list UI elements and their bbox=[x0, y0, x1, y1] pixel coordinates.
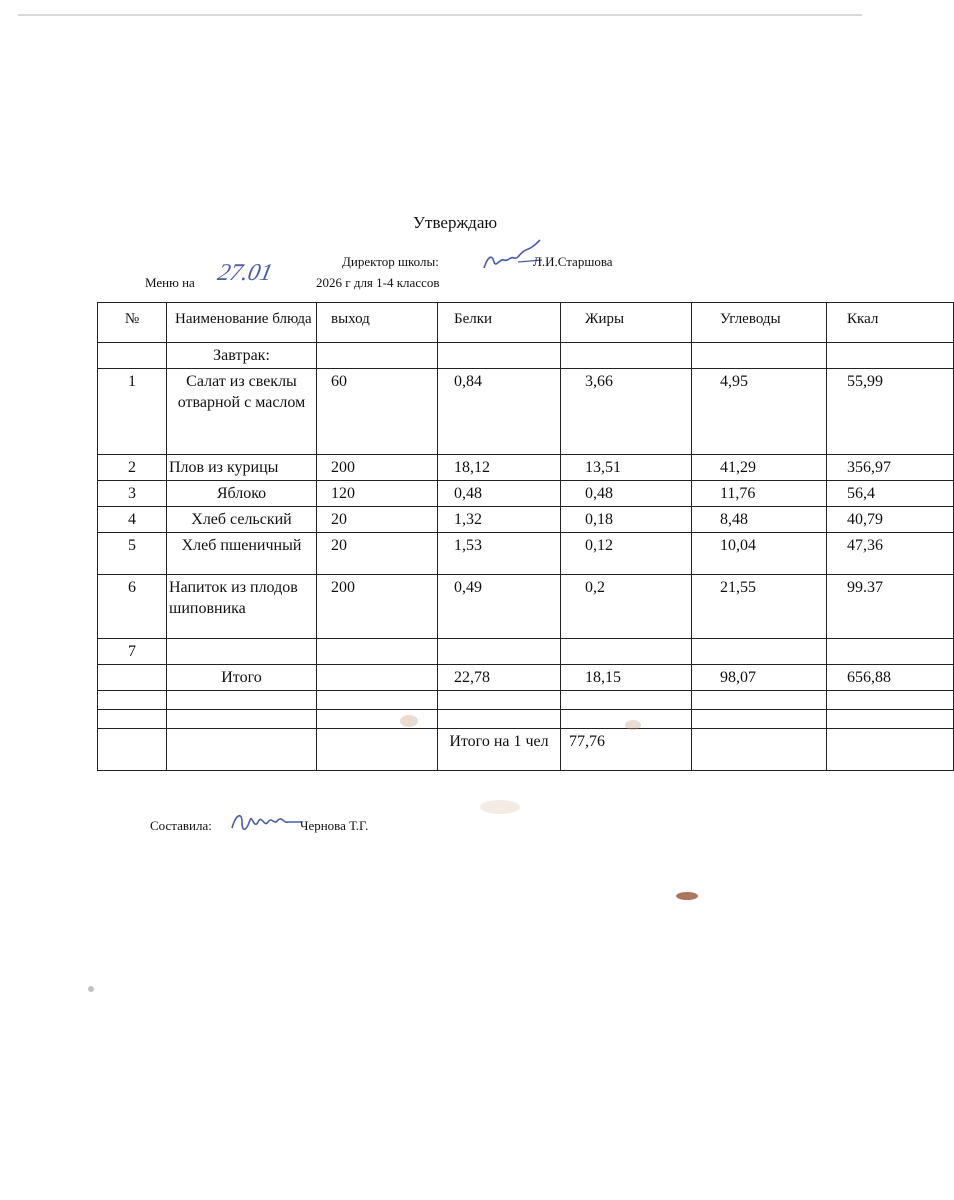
compiler-signature bbox=[228, 808, 304, 838]
carbs: 10,04 bbox=[692, 533, 827, 575]
paper-stain bbox=[625, 720, 641, 730]
menu-table bbox=[97, 302, 954, 771]
table-row bbox=[98, 369, 954, 455]
menu-year-classes: 2026 г для 1-4 классов bbox=[316, 275, 440, 290]
fat: 3,66 bbox=[561, 369, 692, 455]
total-fat: 18,15 bbox=[561, 665, 692, 691]
total-row bbox=[98, 665, 954, 691]
kcal: 356,97 bbox=[827, 455, 954, 481]
fat: 0,18 bbox=[561, 507, 692, 533]
kcal: 47,36 bbox=[827, 533, 954, 575]
fat: 0,12 bbox=[561, 533, 692, 575]
table-row bbox=[98, 639, 954, 665]
dish-name: Плов из курицы bbox=[167, 455, 317, 481]
kcal: 99.37 bbox=[827, 575, 954, 639]
approval-title: Утверждаю bbox=[413, 213, 498, 232]
director-name: Л.И.Старшова bbox=[533, 254, 613, 269]
carbs: 4,95 bbox=[692, 369, 827, 455]
protein: 0,49 bbox=[438, 575, 561, 639]
protein: 18,12 bbox=[438, 455, 561, 481]
per-person-row bbox=[98, 729, 954, 771]
section-row bbox=[98, 343, 954, 369]
paper-stain bbox=[88, 986, 94, 992]
compiled-by-name: Чернова Т.Г. bbox=[300, 818, 369, 833]
dish-name: Яблоко bbox=[167, 481, 317, 507]
col-header-dish: Наименование блюда bbox=[167, 303, 317, 343]
per-person-label: Итого на 1 чел bbox=[438, 729, 561, 771]
row-number: 4 bbox=[98, 507, 167, 533]
protein: 1,53 bbox=[438, 533, 561, 575]
kcal: 40,79 bbox=[827, 507, 954, 533]
fat: 0,48 bbox=[561, 481, 692, 507]
kcal: 56,4 bbox=[827, 481, 954, 507]
col-header-kcal: Ккал bbox=[827, 303, 954, 343]
fat: 13,51 bbox=[561, 455, 692, 481]
paper-stain bbox=[676, 892, 698, 900]
table-row bbox=[98, 481, 954, 507]
col-header-number: № bbox=[98, 303, 167, 343]
portion: 20 bbox=[317, 533, 438, 575]
portion: 200 bbox=[317, 575, 438, 639]
portion: 60 bbox=[317, 369, 438, 455]
row-number: 2 bbox=[98, 455, 167, 481]
per-person-value: 77,76 bbox=[561, 729, 692, 771]
dish-name: Салат из свеклы отварной с маслом bbox=[167, 369, 317, 455]
paper-stain bbox=[480, 800, 520, 814]
carbs: 11,76 bbox=[692, 481, 827, 507]
fat: 0,2 bbox=[561, 575, 692, 639]
dish-name: Хлеб пшеничный bbox=[167, 533, 317, 575]
row-number: 1 bbox=[98, 369, 167, 455]
director-label: Директор школы: bbox=[342, 254, 439, 269]
carbs: 8,48 bbox=[692, 507, 827, 533]
section-label: Завтрак: bbox=[167, 343, 317, 369]
col-header-portion: выход bbox=[317, 303, 438, 343]
col-header-carbs: Углеводы bbox=[692, 303, 827, 343]
col-header-protein: Белки bbox=[438, 303, 561, 343]
total-protein: 22,78 bbox=[438, 665, 561, 691]
row-number: 7 bbox=[98, 639, 167, 665]
table-row bbox=[98, 455, 954, 481]
portion: 20 bbox=[317, 507, 438, 533]
kcal: 55,99 bbox=[827, 369, 954, 455]
compiled-by-label: Составила: bbox=[150, 818, 212, 833]
dish-name: Напиток из плодов шиповника bbox=[167, 575, 317, 639]
protein: 0,84 bbox=[438, 369, 561, 455]
protein: 0,48 bbox=[438, 481, 561, 507]
table-row bbox=[98, 575, 954, 639]
col-header-fat: Жиры bbox=[561, 303, 692, 343]
total-label: Итого bbox=[167, 665, 317, 691]
dish-name: Хлеб сельский bbox=[167, 507, 317, 533]
protein: 1,32 bbox=[438, 507, 561, 533]
blank-row bbox=[98, 691, 954, 710]
table-header-row bbox=[98, 303, 954, 343]
row-number: 5 bbox=[98, 533, 167, 575]
paper-stain bbox=[400, 715, 418, 727]
menu-date-handwritten: 27.01 bbox=[215, 260, 275, 286]
portion: 120 bbox=[317, 481, 438, 507]
row-number: 3 bbox=[98, 481, 167, 507]
menu-label: Меню на bbox=[145, 275, 195, 290]
table-row bbox=[98, 507, 954, 533]
total-kcal: 656,88 bbox=[827, 665, 954, 691]
carbs: 21,55 bbox=[692, 575, 827, 639]
blank-row bbox=[98, 710, 954, 729]
table-row bbox=[98, 533, 954, 575]
carbs: 41,29 bbox=[692, 455, 827, 481]
total-carbs: 98,07 bbox=[692, 665, 827, 691]
scan-edge-line bbox=[18, 14, 862, 16]
portion: 200 bbox=[317, 455, 438, 481]
row-number: 6 bbox=[98, 575, 167, 639]
